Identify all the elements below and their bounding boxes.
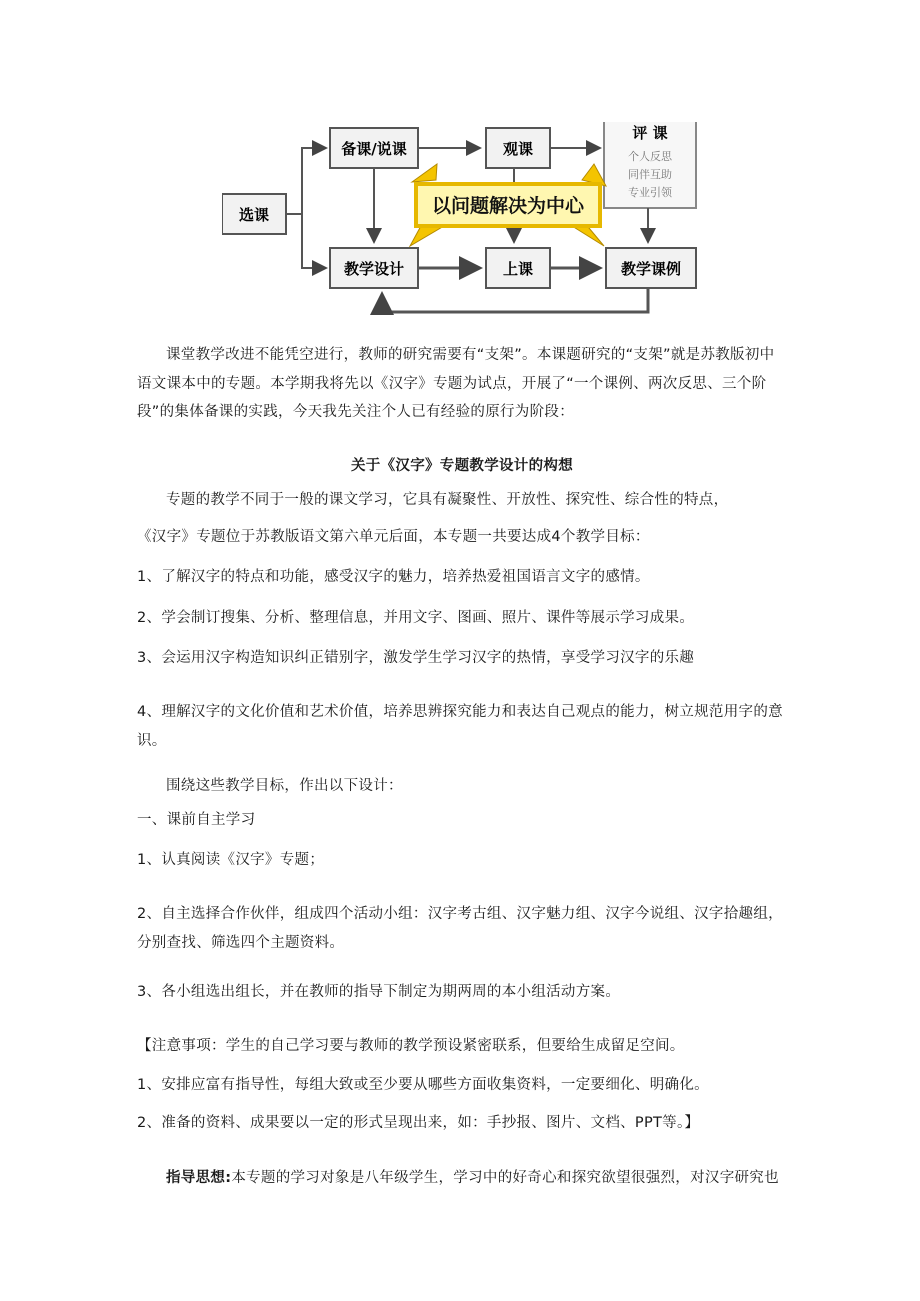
section-heading-1: 一、课前自主学习	[137, 812, 256, 828]
goal-3: 3、会运用汉字构造知识纠正错别字，激发学生学习汉字的热情，享受学习汉字的乐趣	[137, 650, 695, 666]
teaching-flow-diagram	[222, 122, 702, 320]
flow-diagram-svg	[222, 122, 702, 320]
label-evaluate-item-2: 同伴互助	[628, 168, 672, 181]
goal-1: 1、了解汉字的特点和功能，感受汉字的魅力，培养热爱祖国语言文字的感情。	[137, 569, 650, 585]
label-teaching-case: 教学课例	[620, 260, 682, 278]
note-2: 2、准备的资料、成果要以一定的形式呈现出来，如：手抄报、图片、文档、PPT等。】	[137, 1115, 700, 1131]
note-heading: 【注意事项：学生的自己学习要与教师的教学预设紧密联系，但要给生成留足空间。	[137, 1038, 685, 1054]
note-1: 1、安排应富有指导性，每组大致或至少要从哪些方面收集资料，一定要细化、明确化。	[137, 1077, 709, 1093]
section-title: 关于《汉字》专题教学设计的构想	[351, 458, 573, 474]
label-evaluate-item-3: 专业引领	[628, 186, 672, 199]
label-select-course: 选课	[238, 206, 270, 224]
guide-label: 指导思想:	[166, 1170, 232, 1186]
step-2: 2、自主选择合作伙伴，组成四个活动小组：汉字考古组、汉字魅力组、汉字今说组、汉字拾趣组，分别查找、筛选四个主题资料。	[137, 906, 783, 951]
label-teaching-design: 教学设计	[343, 260, 405, 278]
label-prepare-course: 备课/说课	[341, 140, 407, 158]
goal-2: 2、学会制订搜集、分析、整理信息，并用文字、图画、照片、课件等展示学习成果。	[137, 610, 695, 626]
label-center-banner: 以问题解决为中心	[431, 195, 585, 217]
goal-4: 4、理解汉字的文化价值和艺术价值，培养思辨探究能力和表达自己观点的能力，树立规范用字的意识。	[137, 704, 783, 749]
intro-paragraph: 课堂教学改进不能凭空进行，教师的研究需要有“支架”。本课题研究的“支架”就是苏教版初中语文课本中的专题。本学期我将先以《汉字》专题为试点，开展了“一个课例、两次反思、三个阶段”的集体备课的实践，今天我先关注个人已有经验的原行为阶段：	[137, 347, 775, 420]
around-goals: 围绕这些教学目标，作出以下设计：	[166, 778, 403, 794]
label-evaluate-item-1: 个人反思	[628, 150, 672, 163]
label-teach-course: 上课	[502, 260, 534, 278]
guide-paragraph	[137, 1164, 787, 1193]
paragraph-1: 专题的教学不同于一般的课文学习，它具有凝聚性、开放性、探究性、综合性的特点，	[166, 492, 729, 508]
label-evaluate-title: 评 课	[632, 124, 668, 142]
guide-text: 本专题的学习对象是八年级学生，学习中的好奇心和探究欲望很强烈，对汉字研究也	[231, 1170, 779, 1186]
paragraph-2: 《汉字》专题位于苏教版语文第六单元后面，本专题一共要达成4个教学目标：	[137, 529, 650, 545]
label-observe-course: 观课	[502, 140, 534, 158]
step-1: 1、认真阅读《汉字》专题；	[137, 852, 325, 868]
step-3: 3、各小组选出组长，并在教师的指导下制定为期两周的本小组活动方案。	[137, 984, 621, 1000]
